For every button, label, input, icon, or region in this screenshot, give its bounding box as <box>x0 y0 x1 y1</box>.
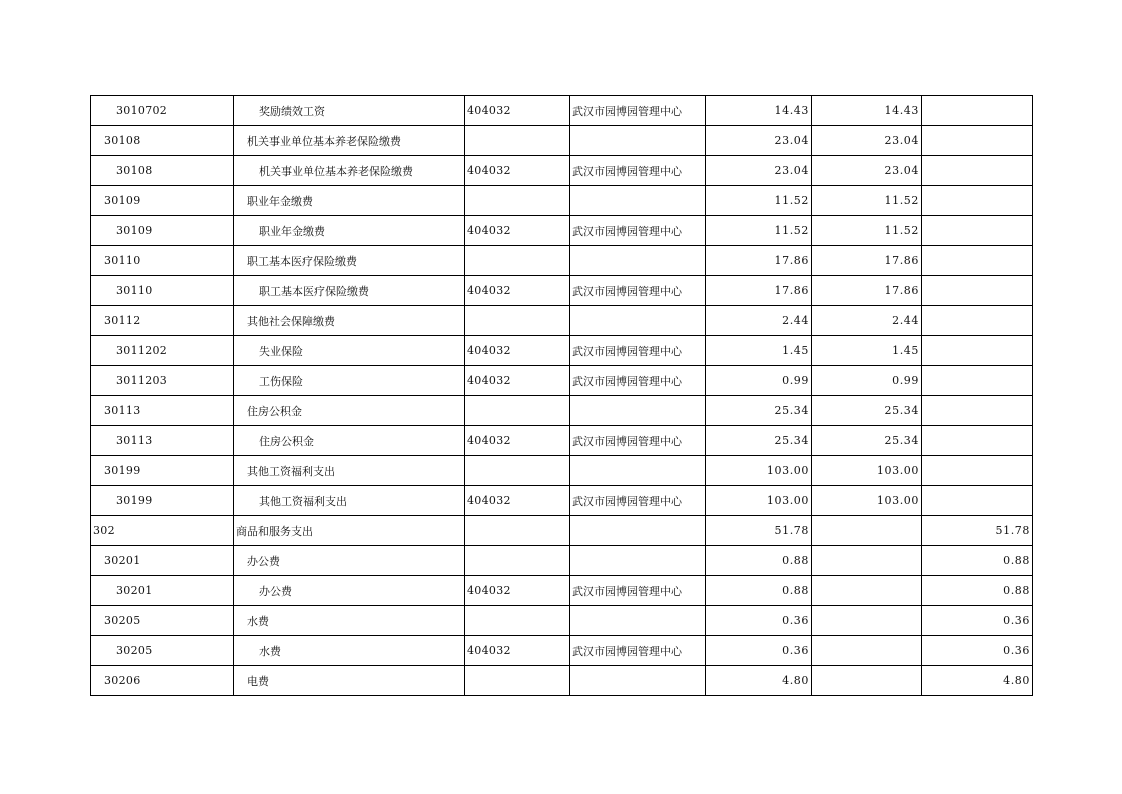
account-code-cell: 30109 <box>91 216 234 246</box>
personnel-amount-cell: 25.34 <box>812 396 922 426</box>
account-code-cell: 3011202 <box>91 336 234 366</box>
public-amount-cell <box>922 276 1033 306</box>
account-code-cell: 30110 <box>91 276 234 306</box>
personnel-amount-cell <box>812 576 922 606</box>
account-code-cell: 30199 <box>91 486 234 516</box>
unit-name-cell <box>570 396 706 426</box>
account-name-cell: 工伤保险 <box>234 366 465 396</box>
public-amount-cell <box>922 426 1033 456</box>
total-amount-cell: 17.86 <box>706 246 812 276</box>
total-amount-cell: 4.80 <box>706 666 812 696</box>
unit-name-cell <box>570 546 706 576</box>
total-amount-cell: 0.36 <box>706 606 812 636</box>
account-name-cell: 职业年金缴费 <box>234 216 465 246</box>
total-amount-cell: 17.86 <box>706 276 812 306</box>
table-row <box>91 456 1033 486</box>
unit-name-cell: 武汉市园博园管理中心 <box>570 216 706 246</box>
account-name-cell: 机关事业单位基本养老保险缴费 <box>234 126 465 156</box>
unit-name-cell: 武汉市园博园管理中心 <box>570 156 706 186</box>
table-row <box>91 126 1033 156</box>
personnel-amount-cell: 1.45 <box>812 336 922 366</box>
unit-code-cell <box>465 666 570 696</box>
public-amount-cell <box>922 246 1033 276</box>
account-name-cell: 其他工资福利支出 <box>234 456 465 486</box>
account-name-cell: 职工基本医疗保险缴费 <box>234 246 465 276</box>
total-amount-cell: 14.43 <box>706 96 812 126</box>
personnel-amount-cell: 0.99 <box>812 366 922 396</box>
account-code-cell: 30199 <box>91 456 234 486</box>
total-amount-cell: 2.44 <box>706 306 812 336</box>
unit-name-cell <box>570 246 706 276</box>
budget-table <box>90 95 1033 696</box>
unit-name-cell: 武汉市园博园管理中心 <box>570 336 706 366</box>
unit-name-cell <box>570 456 706 486</box>
table-row <box>91 516 1033 546</box>
table-row <box>91 336 1033 366</box>
account-name-cell: 办公费 <box>234 576 465 606</box>
table-row <box>91 306 1033 336</box>
personnel-amount-cell: 2.44 <box>812 306 922 336</box>
unit-code-cell <box>465 456 570 486</box>
public-amount-cell: 51.78 <box>922 516 1033 546</box>
table-row <box>91 636 1033 666</box>
unit-code-cell <box>465 546 570 576</box>
unit-name-cell: 武汉市园博园管理中心 <box>570 636 706 666</box>
account-code-cell: 3010702 <box>91 96 234 126</box>
account-name-cell: 奖励绩效工资 <box>234 96 465 126</box>
public-amount-cell <box>922 366 1033 396</box>
public-amount-cell: 4.80 <box>922 666 1033 696</box>
total-amount-cell: 103.00 <box>706 486 812 516</box>
personnel-amount-cell: 17.86 <box>812 276 922 306</box>
account-name-cell: 水费 <box>234 606 465 636</box>
public-amount-cell <box>922 126 1033 156</box>
unit-name-cell <box>570 666 706 696</box>
total-amount-cell: 23.04 <box>706 156 812 186</box>
public-amount-cell: 0.36 <box>922 636 1033 666</box>
table-row <box>91 246 1033 276</box>
public-amount-cell <box>922 456 1033 486</box>
table-row <box>91 96 1033 126</box>
unit-code-cell: 404032 <box>465 366 570 396</box>
unit-code-cell <box>465 246 570 276</box>
unit-code-cell: 404032 <box>465 336 570 366</box>
total-amount-cell: 25.34 <box>706 396 812 426</box>
account-code-cell: 30110 <box>91 246 234 276</box>
account-name-cell: 职业年金缴费 <box>234 186 465 216</box>
total-amount-cell: 51.78 <box>706 516 812 546</box>
unit-name-cell <box>570 606 706 636</box>
account-code-cell: 30201 <box>91 576 234 606</box>
account-code-cell: 30109 <box>91 186 234 216</box>
unit-code-cell <box>465 516 570 546</box>
unit-code-cell: 404032 <box>465 426 570 456</box>
table-row <box>91 546 1033 576</box>
personnel-amount-cell: 103.00 <box>812 486 922 516</box>
unit-code-cell: 404032 <box>465 636 570 666</box>
personnel-amount-cell: 17.86 <box>812 246 922 276</box>
table-row <box>91 276 1033 306</box>
table-row <box>91 486 1033 516</box>
account-code-cell: 302 <box>91 516 234 546</box>
personnel-amount-cell: 23.04 <box>812 156 922 186</box>
public-amount-cell: 0.88 <box>922 546 1033 576</box>
unit-code-cell: 404032 <box>465 96 570 126</box>
account-code-cell: 30205 <box>91 606 234 636</box>
personnel-amount-cell: 14.43 <box>812 96 922 126</box>
unit-name-cell <box>570 126 706 156</box>
account-name-cell: 水费 <box>234 636 465 666</box>
account-code-cell: 30113 <box>91 426 234 456</box>
account-name-cell: 失业保险 <box>234 336 465 366</box>
personnel-amount-cell: 103.00 <box>812 456 922 486</box>
unit-name-cell: 武汉市园博园管理中心 <box>570 96 706 126</box>
table-row <box>91 396 1033 426</box>
table-row <box>91 426 1033 456</box>
table-row <box>91 366 1033 396</box>
account-name-cell: 其他工资福利支出 <box>234 486 465 516</box>
table-row <box>91 156 1033 186</box>
personnel-amount-cell: 25.34 <box>812 426 922 456</box>
account-code-cell: 30108 <box>91 156 234 186</box>
account-name-cell: 机关事业单位基本养老保险缴费 <box>234 156 465 186</box>
account-code-cell: 30108 <box>91 126 234 156</box>
total-amount-cell: 23.04 <box>706 126 812 156</box>
table-row <box>91 186 1033 216</box>
personnel-amount-cell <box>812 546 922 576</box>
unit-code-cell: 404032 <box>465 486 570 516</box>
unit-name-cell <box>570 516 706 546</box>
table-row <box>91 606 1033 636</box>
personnel-amount-cell <box>812 666 922 696</box>
account-code-cell: 30112 <box>91 306 234 336</box>
total-amount-cell: 0.36 <box>706 636 812 666</box>
account-name-cell: 电费 <box>234 666 465 696</box>
unit-name-cell: 武汉市园博园管理中心 <box>570 576 706 606</box>
account-name-cell: 办公费 <box>234 546 465 576</box>
unit-code-cell <box>465 606 570 636</box>
total-amount-cell: 0.88 <box>706 546 812 576</box>
total-amount-cell: 103.00 <box>706 456 812 486</box>
personnel-amount-cell: 23.04 <box>812 126 922 156</box>
unit-code-cell <box>465 306 570 336</box>
personnel-amount-cell: 11.52 <box>812 216 922 246</box>
personnel-amount-cell <box>812 606 922 636</box>
total-amount-cell: 11.52 <box>706 216 812 246</box>
unit-name-cell <box>570 186 706 216</box>
public-amount-cell <box>922 186 1033 216</box>
total-amount-cell: 0.99 <box>706 366 812 396</box>
table-row <box>91 666 1033 696</box>
public-amount-cell <box>922 336 1033 366</box>
personnel-amount-cell <box>812 636 922 666</box>
account-code-cell: 30201 <box>91 546 234 576</box>
account-name-cell: 职工基本医疗保险缴费 <box>234 276 465 306</box>
table-row <box>91 576 1033 606</box>
public-amount-cell: 0.88 <box>922 576 1033 606</box>
public-amount-cell <box>922 396 1033 426</box>
total-amount-cell: 25.34 <box>706 426 812 456</box>
account-name-cell: 其他社会保障缴费 <box>234 306 465 336</box>
unit-name-cell: 武汉市园博园管理中心 <box>570 426 706 456</box>
account-code-cell: 30205 <box>91 636 234 666</box>
table-row <box>91 216 1033 246</box>
public-amount-cell <box>922 156 1033 186</box>
unit-code-cell <box>465 396 570 426</box>
unit-code-cell <box>465 126 570 156</box>
account-name-cell: 住房公积金 <box>234 396 465 426</box>
account-code-cell: 30113 <box>91 396 234 426</box>
unit-name-cell <box>570 306 706 336</box>
total-amount-cell: 0.88 <box>706 576 812 606</box>
public-amount-cell: 0.36 <box>922 606 1033 636</box>
public-amount-cell <box>922 306 1033 336</box>
unit-name-cell: 武汉市园博园管理中心 <box>570 366 706 396</box>
unit-code-cell: 404032 <box>465 216 570 246</box>
public-amount-cell <box>922 216 1033 246</box>
unit-name-cell: 武汉市园博园管理中心 <box>570 276 706 306</box>
public-amount-cell <box>922 486 1033 516</box>
table-body <box>91 96 1033 696</box>
account-code-cell: 3011203 <box>91 366 234 396</box>
unit-code-cell: 404032 <box>465 576 570 606</box>
account-name-cell: 商品和服务支出 <box>234 516 465 546</box>
unit-code-cell: 404032 <box>465 276 570 306</box>
total-amount-cell: 1.45 <box>706 336 812 366</box>
account-name-cell: 住房公积金 <box>234 426 465 456</box>
unit-code-cell: 404032 <box>465 156 570 186</box>
personnel-amount-cell <box>812 516 922 546</box>
unit-code-cell <box>465 186 570 216</box>
total-amount-cell: 11.52 <box>706 186 812 216</box>
public-amount-cell <box>922 96 1033 126</box>
unit-name-cell: 武汉市园博园管理中心 <box>570 486 706 516</box>
personnel-amount-cell: 11.52 <box>812 186 922 216</box>
account-code-cell: 30206 <box>91 666 234 696</box>
